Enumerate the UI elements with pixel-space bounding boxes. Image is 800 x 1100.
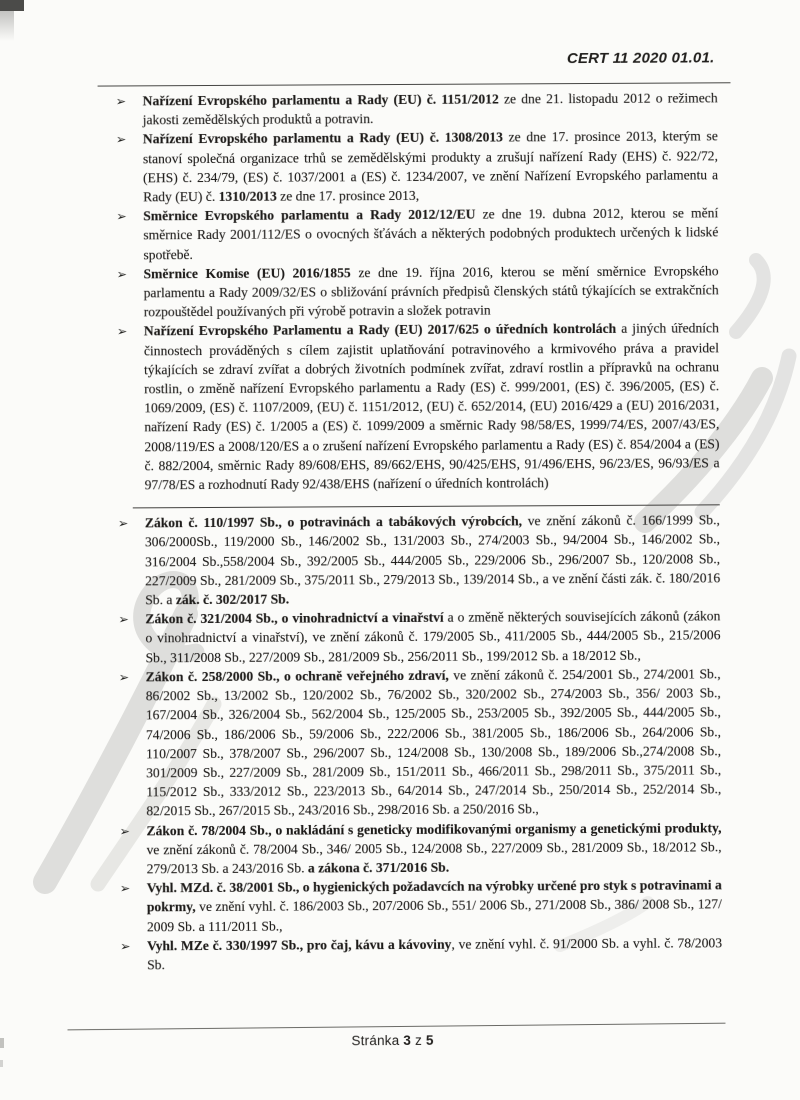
bullet-arrow-icon: ➢ (116, 324, 128, 339)
legislation-text: Směrnice Evropského parlamentu a Rady 2012/12/EU ze dne 19. dubna 2012, kterou se mění směrnice Rady 2001/112/ES o ovocných šťávách a některých podobných produktech určených k lidské spotřebě. (143, 205, 719, 262)
national-legislation-list (118, 511, 722, 975)
bullet-arrow-icon: ➢ (119, 881, 131, 896)
legislation-item (117, 319, 720, 495)
document-content (116, 88, 723, 974)
bullet-arrow-icon: ➢ (119, 823, 130, 838)
legislation-text: Nařízení Evropského parlamentu a Rady (EU) č. 1308/2013 ze dne 17. prosince 2013, kterým se stanoví společná organizace trhů se zemědělskými produkty a zrušují nařízení Rady (EHS) č. 922/72, (EHS) č. 234/79, (ES) č. 1037/2001 a (ES) č. 1234/2007, ve znění Nařízení Evropského parlamentu a Rady (EU) č. 1310/2013 ze dne 17. prosince 2013, (142, 128, 719, 205)
footer-divider (68, 1023, 726, 1031)
bullet-arrow-icon: ➢ (118, 612, 129, 627)
legislation-item (116, 127, 718, 207)
legislation-item (119, 818, 721, 879)
eu-legislation-list (116, 88, 720, 494)
legislation-item (120, 933, 722, 975)
legislation-text: Nařízení Evropského Parlamentu a Rady (EU) 2017/625 o úředních kontrolách a jiných úředních činnostech prováděných s cílem zajistit uplatňování potravinového a krmivového práva a pravidel týkajících se zdraví zvířat a dobrých životních podmínek zvířat, zdraví rostlin a přípravků na ochranu rostlin, o změně nařízení Evropského parlamentu a Rady (ES) č. 999/2001, (ES) č. 396/2005, (ES) č. 1069/2009, (ES) č. 1107/2009, (EU) č. 1151/2012, (EU) č. 652/2014, (EU) 2016/429 a (EU) 2016/2031, nařízení Rady (ES) č. 1/2005 a (ES) č. 1099/2009 a směrnic Rady 98/58/ES, 1999/74/ES, 2007/43/ES, 2008/119/ES a 2008/120/ES a o zrušení nařízení Evropského parlamentu a Rady (ES) č. 854/2004 a (ES) č. 882/2004, směrnic Rady 89/608/EHS, 89/662/EHS, 90/425/EHS, 91/496/EHS, 96/23/ES, 96/93/ES a 97/78/ES a rozhodnutí Rady 92/438/EHS (nařízení o úředních kontrolách) (143, 320, 720, 493)
header-divider (98, 82, 731, 86)
legislation-text: Zákon č. 321/2004 Sb., o vinohradnictví a vinařství a o změně některých souvisejících zákonů (zákon o vinohradnictví a vinařství), ve znění zákonů č. 179/2005 Sb., 411/2005 Sb., 444/2005 Sb., 215/2006 Sb., 311/2008 Sb., 227/2009 Sb., 281/2009 Sb., 256/2011 Sb., 199/2012 Sb. a 18/2012 Sb., (145, 608, 721, 666)
legislation-item (118, 607, 720, 668)
section-divider (133, 505, 720, 509)
bullet-arrow-icon: ➢ (120, 939, 131, 954)
legislation-item (119, 664, 722, 821)
bullet-arrow-icon: ➢ (116, 209, 127, 224)
page-number: Stránka 3 z 5 (351, 1032, 434, 1049)
legislation-text: Směrnice Komise (EU) 2016/1855 ze dne 19. října 2016, kterou se mění směrnice Evropského parlamentu a Rady 2009/32/ES o sbližování právních předpisů členských států týkajících se extrakčních rozpouštědel používaných při výrobě potravin a složek potravin (143, 263, 719, 320)
bullet-arrow-icon: ➢ (118, 670, 130, 685)
legislation-item (117, 261, 719, 322)
legislation-text: Zákon č. 78/2004 Sb., o nakládání s geneticky modifikovanými organismy a genetickými produkty, ve znění zákonů č. 78/2004 Sb., 346/ 2005 Sb., 124/2008 Sb., 227/2009 Sb., 281/2009 Sb., 18/2012 Sb., 279/2013 Sb. a 243/2016 Sb. a zákona č. 371/2016 Sb. (146, 819, 722, 877)
legislation-item (120, 875, 722, 936)
document-code: CERT 11 2020 01.01. (566, 49, 715, 68)
legislation-text: Vyhl. MZe č. 330/1997 Sb., pro čaj, kávu a kávoviny, ve znění vyhl. č. 91/2000 Sb. a vyhl. č. 78/2003 Sb. (147, 935, 723, 973)
legislation-text: Zákon č. 258/2000 Sb., o ochraně veřejného zdraví, ve znění zákonů č. 254/2001 Sb., 274/2001 Sb., 86/2002 Sb., 13/2002 Sb., 120/2002 Sb., 76/2002 Sb., 320/2002 Sb., 274/2003 Sb., 356/ 2003 Sb., 167/2004 Sb., 326/2004 Sb., 562/2004 Sb., 125/2005 Sb., 253/2005 Sb., 392/2005 Sb., 444/2005 Sb., 74/2006 Sb., 186/2006 Sb., 59/2006 Sb., 222/2006 Sb., 381/2005 Sb., 186/2006 Sb., 264/2006 Sb., 110/2007 Sb., 378/2007 Sb., 296/2007 Sb., 124/2008 Sb., 130/2008 Sb., 189/2006 Sb.,274/2008 Sb., 301/2009 Sb., 227/2009 Sb., 281/2009 Sb., 151/2011 Sb., 466/2011 Sb., 298/2011 Sb., 375/2011 Sb., 115/2012 Sb., 333/2012 Sb., 223/2013 Sb., 64/2014 Sb., 247/2014 Sb., 250/2014 Sb., 252/2014 Sb., 82/2015 Sb., 267/2015 Sb., 243/2016 Sb., 298/2016 Sb. a 250/2016 Sb., (145, 666, 722, 819)
bullet-arrow-icon: ➢ (116, 267, 128, 282)
legislation-text: Zákon č. 110/1997 Sb., o potravinách a tabákových výrobcích, ve znění zákonů č. 166/1999 Sb., 306/2000Sb., 119/2000 Sb., 146/2002 Sb., 131/2003 Sb., 274/2003 Sb., 94/2004 Sb., 146/2002 Sb., 316/2004 Sb.,558/2004 Sb., 392/2005 Sb., 444/2005 Sb., 229/2006 Sb., 296/2007 Sb., 120/2008 Sb., 227/2009 Sb., 281/2009 Sb., 375/2011 Sb., 279/2013 Sb., 139/2014 Sb., a ve znění části zák. č. 180/2016 Sb. a zák. č. 302/2017 Sb. (144, 512, 721, 608)
legislation-text: Vyhl. MZd. č. 38/2001 Sb., o hygienických požadavcích na výrobky určené pro styk s potravinami a pokrmy, ve znění vyhl. č. 186/2003 Sb., 207/2006 Sb., 551/ 2006 Sb., 271/2008 Sb., 386/ 2008 Sb., 127/ 2009 Sb. a 111/2011 Sb., (146, 877, 722, 934)
bullet-arrow-icon: ➢ (115, 94, 127, 109)
bullet-arrow-icon: ➢ (117, 516, 129, 531)
legislation-text: Nařízení Evropského parlamentu a Rady (EU) č. 1151/2012 ze dne 21. listopadu 2012 o režimech jakosti zemědělských produktů a potravin. (142, 90, 718, 128)
legislation-item (116, 88, 718, 130)
legislation-item (116, 204, 718, 265)
legislation-item (118, 511, 720, 610)
bullet-arrow-icon: ➢ (115, 132, 127, 147)
